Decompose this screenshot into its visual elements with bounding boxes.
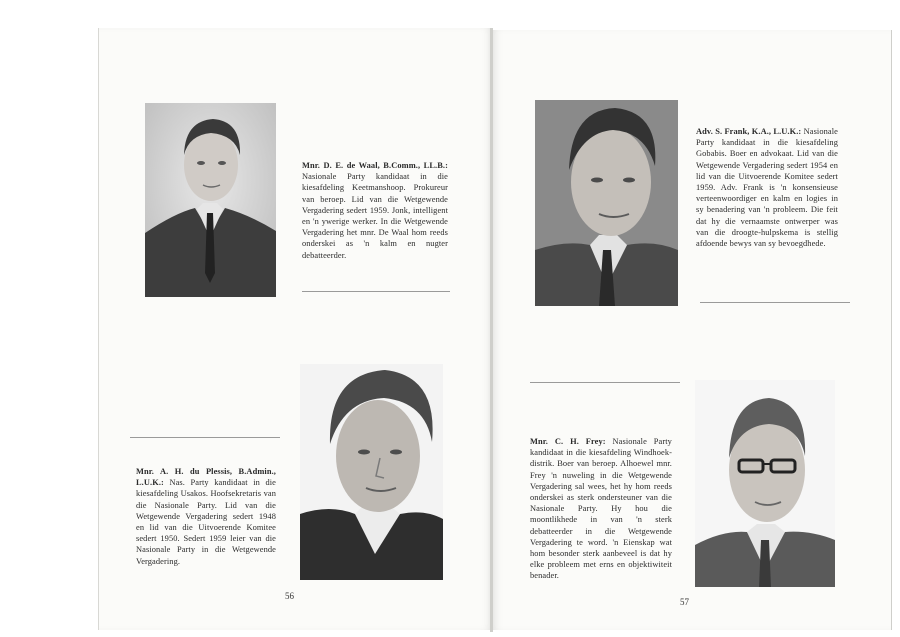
- divider-rule: [530, 382, 680, 383]
- candidate-name: Mnr. C. H. Frey:: [530, 437, 606, 446]
- portrait-photo-frank: [535, 100, 678, 306]
- portrait-photo-du-plessis: [300, 364, 443, 580]
- candidate-name: Mnr. A. H. du Plessis, B.Admin., L.U.K.:: [136, 467, 276, 488]
- candidate-name: Mnr. D. E. de Waal, B.Comm., LL.B.:: [302, 161, 448, 170]
- candidate-bio: Nasionale Party kandidaat in die kiesafdeling Windhoek-distrik. Boer van beroep. Alhoewel mnr. Frey 'n nuweling in die Wetgewende Vergadering sal wees, het hy hom reeds onderskei as sterk ondersteuner van die Nasionale Party. Hy hou die moontlikhede in van 'n sterk debatteerder in die Wetgewende Vergadering te word. 'n Eienskap wat hom besonder sterk aanbeveel is dat hy elke probleem met erns en objektiwiteit benader.: [530, 437, 672, 581]
- candidate-bio: Nasionale Party kandidaat in die kiesafdeling Keetmanshoop. Prokureur van beroep. Lid van die Wetgewende Vergadering sedert 1959. Jonk, intelligent en 'n ywerige werker. In die Wetgewende Vergadering het mnr. De Waal hom reeds onderskei as 'n kalm en nugter debatteerder.: [302, 172, 448, 260]
- bio-du-plessis: [136, 466, 276, 567]
- divider-rule: [302, 291, 450, 292]
- divider-rule: [130, 437, 280, 438]
- bio-frey: [530, 436, 672, 582]
- bio-frank: [696, 126, 838, 249]
- bio-de-waal: [302, 160, 448, 261]
- book-gutter: [490, 28, 493, 632]
- candidate-name: Adv. S. Frank, K.A., L.U.K.:: [696, 127, 802, 136]
- candidate-bio: Nasionale Party kandidaat in die kiesafdeling Gobabis. Boer en advokaat. Lid van die Wetgewende Vergadering sedert 1954 en lid van die Uitvoerende Komitee sedert 1959. Adv. Frank is 'n konsensieuse verteenwoordiger en kalm en logies in sy benadering van 'n probleem. Die feit dat hy die vernaamste ontwerper was van die droogte-hulpskema is stellig afdoende bewys van sy bevoegdhede.: [696, 127, 838, 249]
- portrait-photo-frey: [695, 380, 835, 587]
- page-number-left: 56: [285, 591, 294, 601]
- divider-rule: [700, 302, 850, 303]
- candidate-bio: Nas. Party kandidaat in die kiesafdeling Usakos. Hoofsekretaris van die Nasionale Party. Lid van die Wetgewende Vergadering sedert 1948 en lid van die Uitvoerende Komitee sedert 1950. Sedert 1959 leier van die Nasionale Party in die Wetgewende Vergadering.: [136, 478, 276, 566]
- page-number-right: 57: [680, 597, 689, 607]
- portrait-photo-de-waal: [145, 103, 276, 297]
